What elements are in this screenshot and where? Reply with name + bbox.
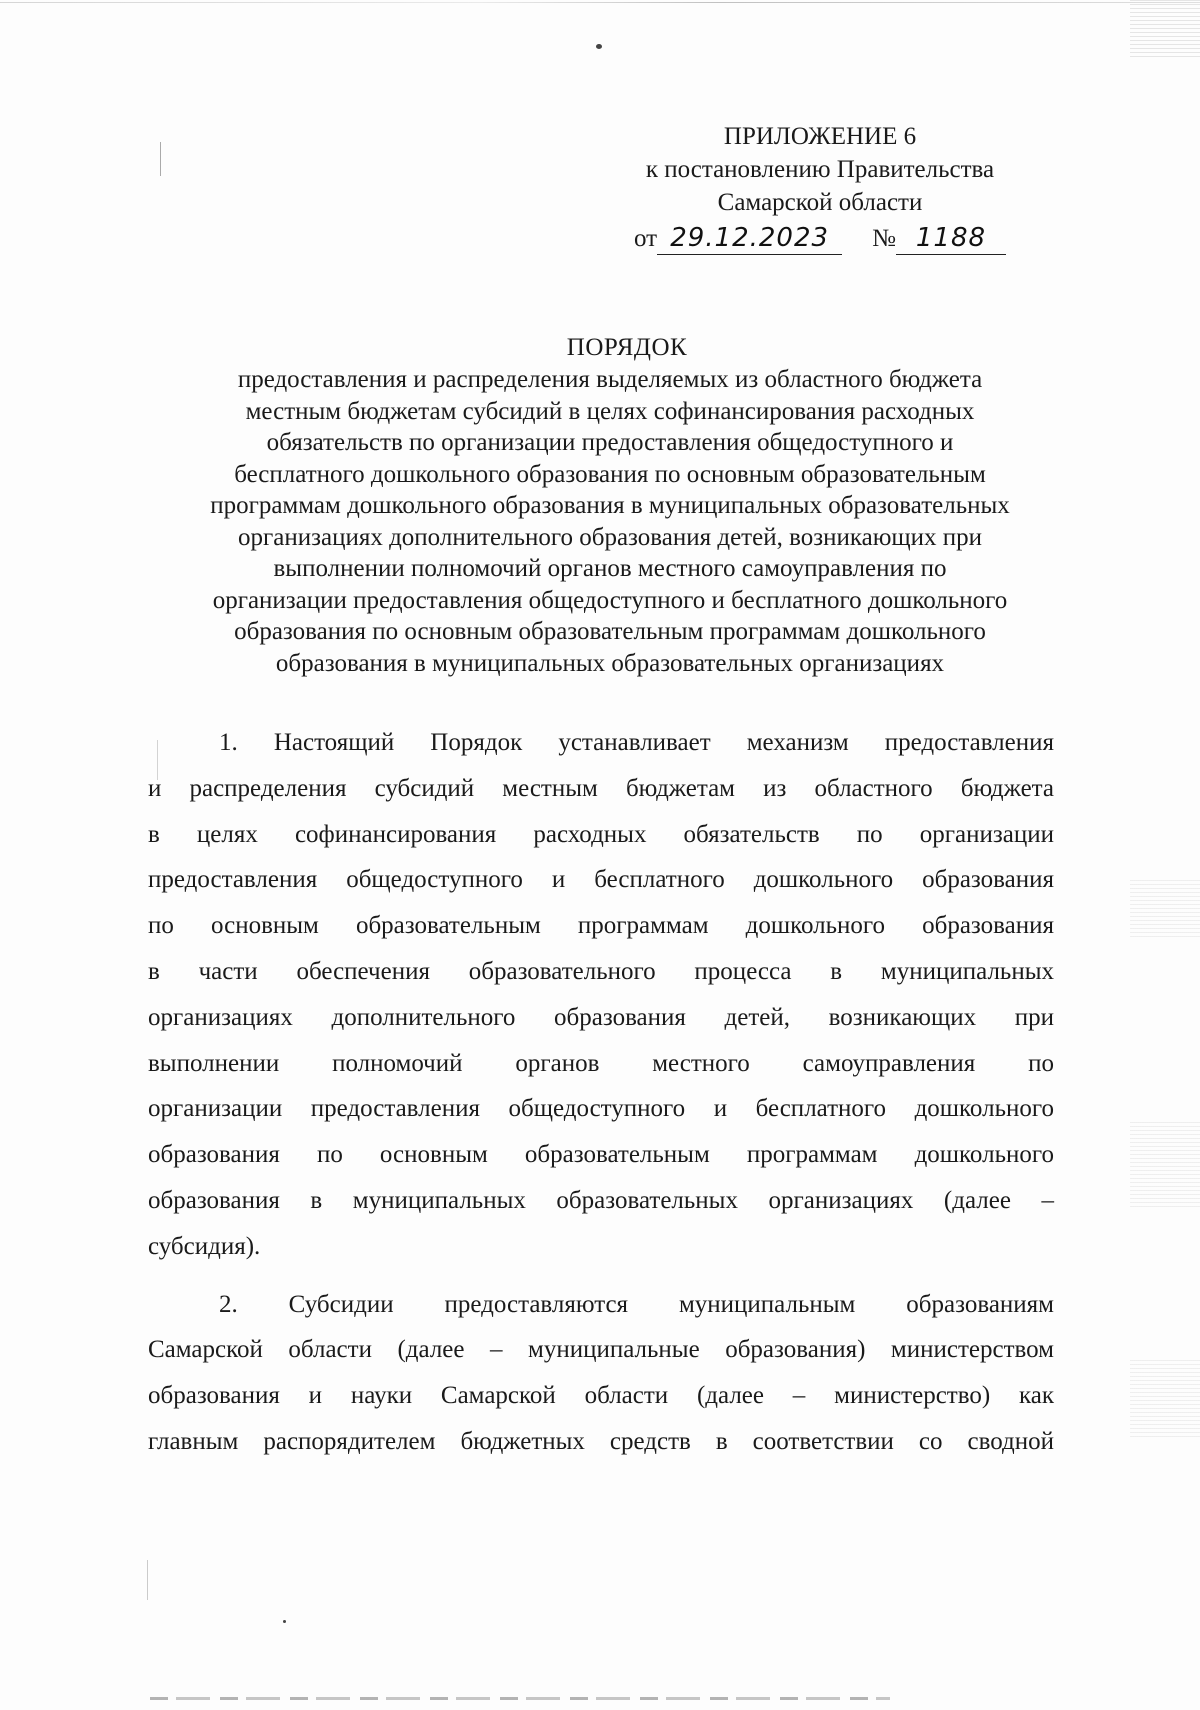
- handwritten-date: 29.12.2023: [670, 223, 830, 253]
- number-field: [896, 223, 1006, 255]
- scan-speck: [283, 1620, 286, 1623]
- paragraph-line: субсидия).: [148, 1232, 261, 1260]
- number-label: №: [872, 225, 896, 252]
- subtitle-line: бесплатного дошкольного образования по основным образовательным: [234, 460, 986, 488]
- scan-noise: [1130, 0, 1200, 60]
- paragraph-line: выполнении полномочий органов местного самоуправления по: [148, 1049, 1054, 1077]
- handwritten-number: 1188: [915, 223, 987, 253]
- paragraph-line: организациях дополнительного образования детей, возникающих при: [148, 1003, 1054, 1031]
- paragraph-line: 2. Субсидии предоставляются муниципальным образованиям: [219, 1290, 1054, 1318]
- document-title: ПОРЯДОК: [566, 334, 688, 361]
- scan-artifact-top: [0, 2, 1200, 3]
- paragraph-2: [148, 1282, 1054, 1465]
- paragraph-line: образования по основным образовательным программам дошкольного: [148, 1141, 1054, 1169]
- subtitle-line: обязательств по организации предоставления общедоступного и: [266, 429, 954, 456]
- subtitle-line: образования в муниципальных образовательных организациях: [275, 649, 945, 677]
- paragraph-line: организации предоставления общедоступного и бесплатного дошкольного: [148, 1095, 1054, 1123]
- paragraph-line: в части обеспечения образовательного процесса в муниципальных: [148, 957, 1054, 985]
- annex-date-number: [590, 219, 1050, 255]
- scan-margin-mark: [147, 1560, 148, 1600]
- document-body: [148, 720, 1054, 1477]
- paragraph-1: [148, 720, 1054, 1270]
- paragraph-line: в целях софинансирования расходных обязательств по организации: [148, 820, 1054, 848]
- annex-header: [590, 120, 1050, 255]
- annex-region-line: Самарской области: [717, 189, 923, 216]
- scan-speck: [596, 44, 602, 49]
- subtitle-line: предоставления и распределения выделяемых из областного бюджета: [237, 366, 983, 393]
- annex-title: ПРИЛОЖЕНИЕ 6: [723, 123, 917, 150]
- subtitle-line: выполнении полномочий органов местного самоуправления по: [273, 555, 947, 582]
- scan-margin-mark: [160, 142, 161, 176]
- paragraph-line: главным распорядителем бюджетных средств в соответствии со сводной: [148, 1427, 1054, 1455]
- date-field: [657, 223, 842, 255]
- paragraph-line: и распределения субсидий местным бюджетам из областного бюджета: [148, 774, 1054, 802]
- from-label: от: [634, 225, 658, 252]
- paragraph-line: предоставления общедоступного и бесплатного дошкольного образования: [148, 866, 1054, 894]
- paragraph-line: по основным образовательным программам дошкольного образования: [148, 912, 1054, 940]
- paragraph-line: образования и науки Самарской области (далее – министерство) как: [148, 1382, 1054, 1410]
- subtitle-line: образования по основным образовательным программам дошкольного: [234, 618, 986, 645]
- paragraph-line: образования в муниципальных образовательных организациях (далее –: [148, 1186, 1054, 1214]
- paragraph-line: Самарской области (далее – муниципальные образования) министерством: [148, 1336, 1054, 1364]
- scan-noise: [1130, 880, 1200, 940]
- annex-resolution-line: к постановлению Правительства: [645, 156, 995, 183]
- scan-noise: [1130, 1120, 1200, 1210]
- scan-artifact-bottom: [150, 1697, 890, 1700]
- subtitle-line: местным бюджетам субсидий в целях софинансирования расходных: [245, 397, 975, 425]
- scan-noise: [1130, 1360, 1200, 1440]
- document-subtitle: [160, 364, 1060, 679]
- subtitle-line: организациях дополнительного образования детей, возникающих при: [237, 523, 983, 551]
- paragraph-line: 1. Настоящий Порядок устанавливает механизм предоставления: [219, 729, 1054, 756]
- subtitle-line: организации предоставления общедоступного и бесплатного дошкольного: [212, 586, 1008, 614]
- subtitle-line: программам дошкольного образования в муниципальных образовательных: [210, 492, 1010, 519]
